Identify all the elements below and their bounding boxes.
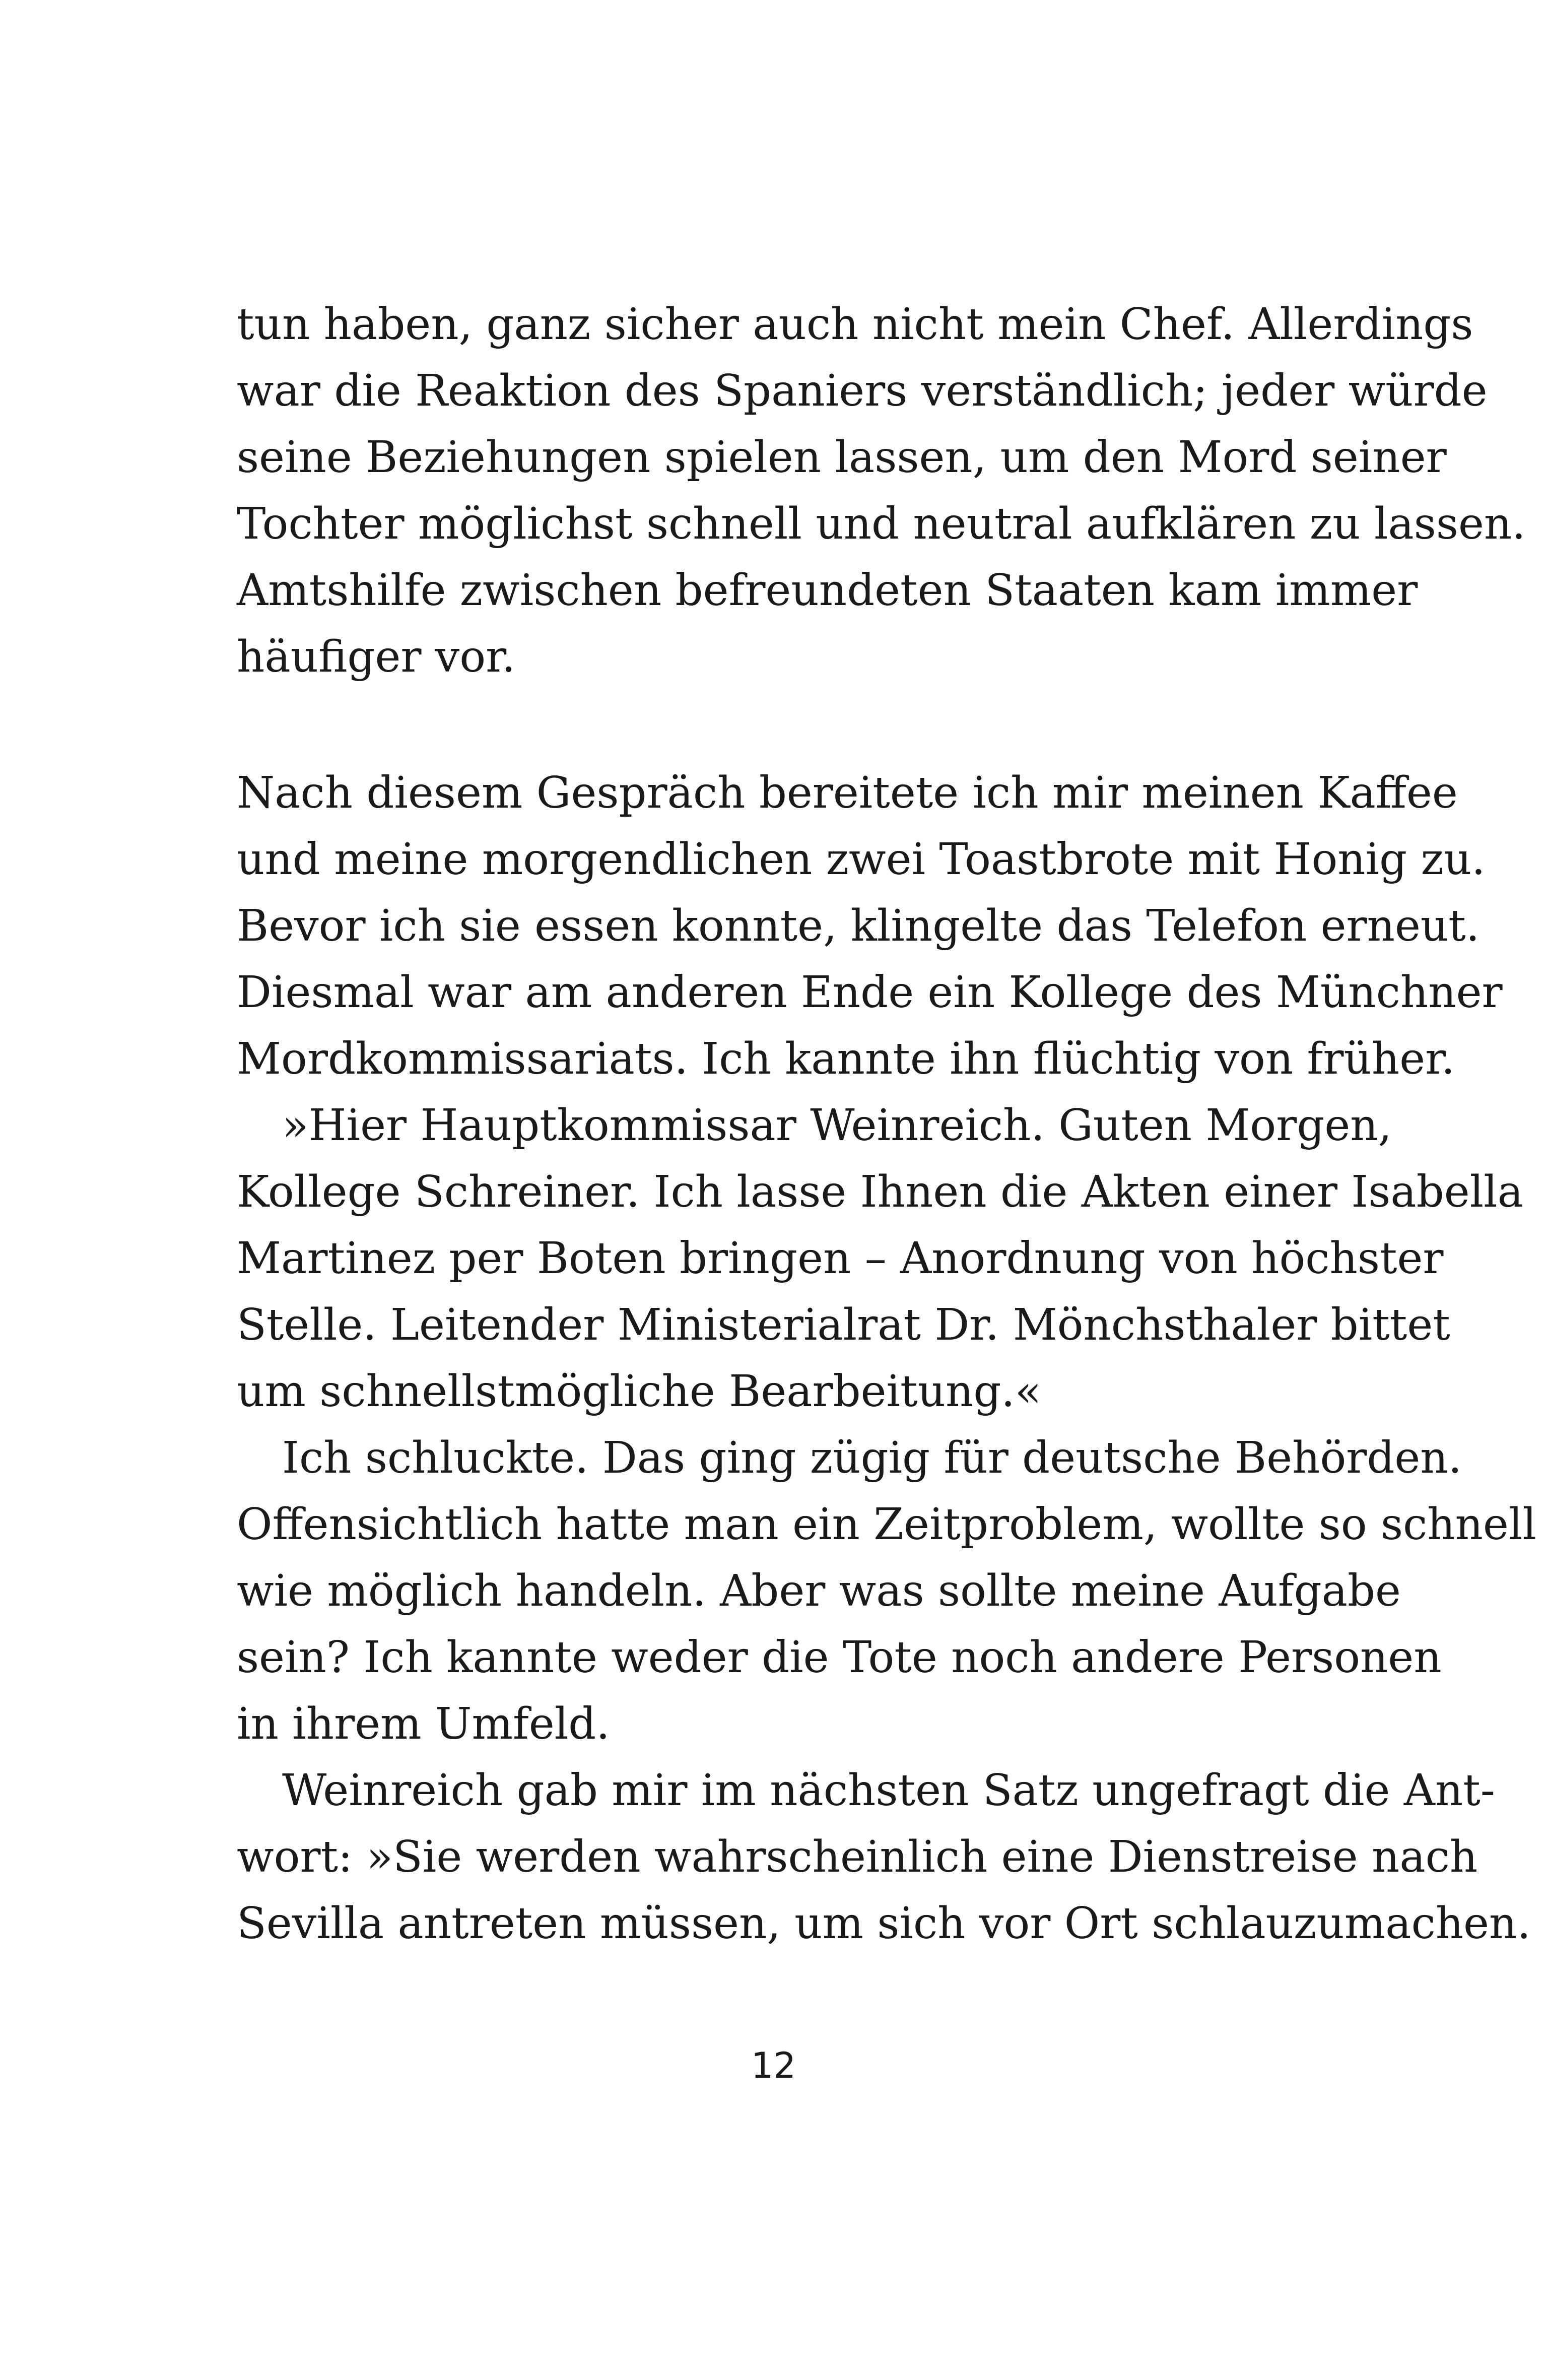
text-line: Stelle. Leitender Ministerialrat Dr. Mönchsthaler bittet [237,1300,1450,1350]
text-line: »Hier Hauptkommissar Weinreich. Guten Morgen, [282,1100,1392,1151]
text-line: Tochter möglichst schnell und neutral aufklären zu lassen. [237,499,1526,549]
text-line: war die Reaktion des Spaniers verständlich; jeder würde [237,366,1488,416]
text-line: in ihrem Umfeld. [237,1699,610,1749]
text-line: seine Beziehungen spielen lassen, um den Mord seiner [237,432,1447,483]
text-line: wort: »Sie werden wahrscheinlich eine Dienstreise nach [237,1832,1478,1882]
paragraph-5 [237,1757,1531,1957]
text-line: Diesmal war am anderen Ende ein Kollege des Münchner [237,967,1503,1018]
text-line: Offensichtlich hatte man ein Zeitproblem, wollte so schnell [237,1499,1536,1550]
text-line: häufiger vor. [237,632,516,682]
text-line: und meine morgendlichen zwei Toastbrote mit Honig zu. [237,834,1486,885]
text-line: sein? Ich kannte weder die Tote noch andere Personen [237,1632,1442,1683]
page-number: 12 [751,2045,796,2086]
paragraph-2 [237,760,1503,1092]
text-line: Sevilla antreten müssen, um sich vor Ort schlauzumachen. [237,1898,1531,1949]
paragraph-4 [237,1425,1536,1757]
text-line: Kollege Schreiner. Ich lasse Ihnen die Akten einer Isabella [237,1167,1523,1217]
paragraph-3 [237,1092,1523,1425]
text-line: Mordkommissariats. Ich kannte ihn flüchtig von früher. [237,1034,1455,1084]
text-line: tun haben, ganz sicher auch nicht mein Chef. Allerdings [237,299,1473,350]
text-line: um schnellstmögliche Bearbeitung.« [237,1366,1042,1417]
text-line: Nach diesem Gespräch bereitete ich mir meinen Kaffee [237,768,1458,818]
text-line: Bevor ich sie essen konnte, klingelte das Telefon erneut. [237,901,1480,951]
text-line: Weinreich gab mir im nächsten Satz ungefragt die Ant- [282,1765,1495,1816]
text-line: wie möglich handeln. Aber was sollte meine Aufgabe [237,1566,1401,1616]
text-line: Amtshilfe zwischen befreundeten Staaten kam immer [237,565,1418,616]
paragraph-1 [237,291,1526,690]
text-line: Martinez per Boten bringen – Anordnung von höchster [237,1233,1444,1284]
text-line: Ich schluckte. Das ging zügig für deutsche Behörden. [282,1433,1462,1483]
